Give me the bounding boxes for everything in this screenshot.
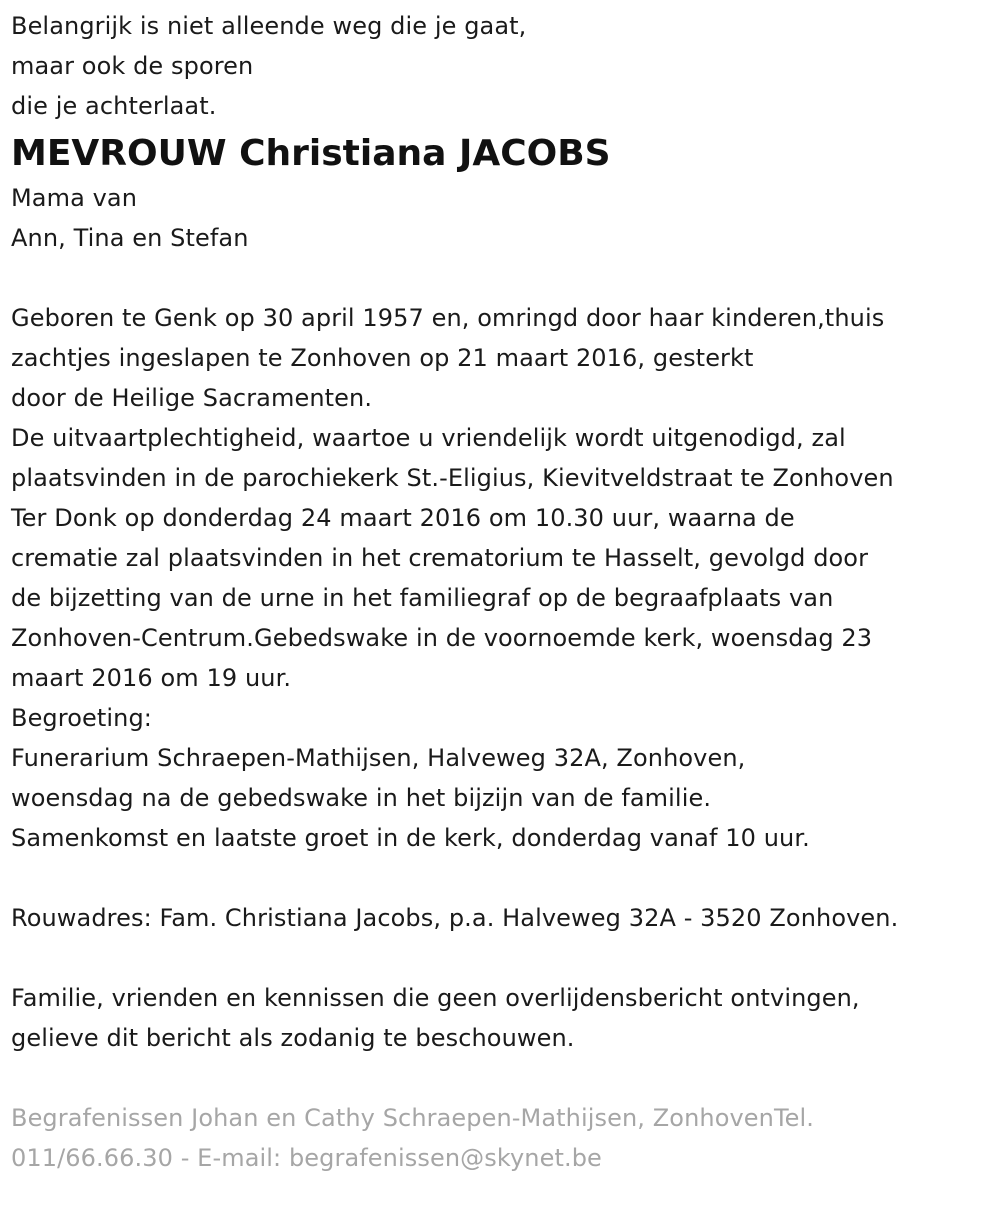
deceased-name-heading: MEVROUW Christiana JACOBS [11,133,611,174]
body-line: Samenkomst en laatste groet in de kerk, donderdag vanaf 10 uur. [11,824,810,852]
quote-block [11,6,1000,126]
body-line: door de Heilige Sacramenten. [11,384,373,412]
footer-line: Begrafenissen Johan en Cathy Schraepen-Mathijsen, ZonhovenTel. [11,1104,815,1132]
announcement-body [11,298,1000,858]
relation-line: Mama van [11,184,138,212]
body-line: zachtjes ingeslapen te Zonhoven op 21 maart 2016, gesterkt [11,344,754,372]
body-line: De uitvaartplechtigheid, waartoe u vriendelijk wordt uitgenodigd, zal [11,424,846,452]
relation-line: Ann, Tina en Stefan [11,224,249,252]
spacer [11,1058,1000,1098]
notice-block [11,978,1000,1058]
quote-line: Belangrijk is niet alleende weg die je gaat, [11,12,527,40]
body-line: crematie zal plaatsvinden in het crematorium te Hasselt, gevolgd door [11,544,869,572]
spacer [11,938,1000,978]
body-line: Funerarium Schraepen-Mathijsen, Halveweg 32A, Zonhoven, [11,744,746,772]
spacer [11,258,1000,298]
spacer [11,858,1000,898]
body-line: woensdag na de gebedswake in het bijzijn van de familie. [11,784,712,812]
footer-line: 011/66.66.30 - E-mail: begrafenissen@skynet.be [11,1144,602,1172]
mourning-address: Rouwadres: Fam. Christiana Jacobs, p.a. Halveweg 32A - 3520 Zonhoven. [11,904,899,932]
body-line: Zonhoven-Centrum.Gebedswake in de voornoemde kerk, woensdag 23 [11,624,873,652]
quote-line: maar ook de sporen [11,52,254,80]
body-line: Geboren te Genk op 30 april 1957 en, omringd door haar kinderen,thuis [11,304,885,332]
notice-line: gelieve dit bericht als zodanig te beschouwen. [11,1024,575,1052]
body-line: Begroeting: [11,704,152,732]
body-line: de bijzetting van de urne in het familiegraf op de begraafplaats van [11,584,834,612]
body-line: plaatsvinden in de parochiekerk St.-Eligius, Kievitveldstraat te Zonhoven [11,464,894,492]
quote-line: die je achterlaat. [11,92,217,120]
funeral-home-footer [11,1098,1000,1178]
notice-line: Familie, vrienden en kennissen die geen overlijdensbericht ontvingen, [11,984,860,1012]
relation-block [11,178,1000,258]
body-line: Ter Donk op donderdag 24 maart 2016 om 10.30 uur, waarna de [11,504,795,532]
body-line: maart 2016 om 19 uur. [11,664,292,692]
